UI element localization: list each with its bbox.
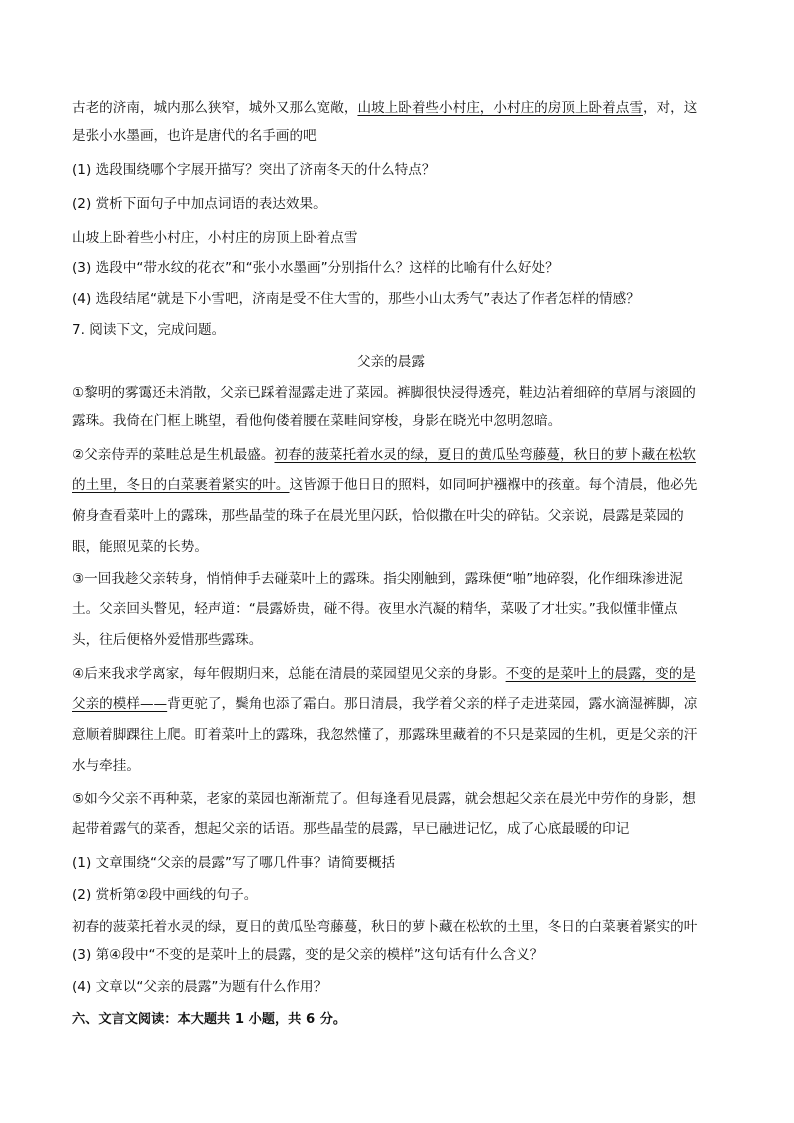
question-heading: 7. 阅读下文，完成问题。: [72, 322, 226, 338]
underlined-text: 不变的是菜叶上的晨露，变的是: [505, 666, 696, 682]
paragraph-line: [72, 475, 697, 495]
text: 这皆源于他日日的照料，如同呵护襁褓中的孩童。每个清晨，他必先: [289, 477, 698, 493]
question-item: (1) 选段围绕哪个字展开描写？突出了济南冬天的什么特点？: [72, 162, 436, 178]
paragraph-line: 土。父亲回头瞥见，轻声道：“晨露娇贵，碰不得。夜里水汽凝的精华，菜吸了才壮实。”我似懂非懂点: [72, 601, 678, 617]
underlined-text: 山坡上卧着些小村庄，小村庄的房顶上卧着点雪: [357, 100, 643, 116]
text: ②父亲侍弄的菜畦总是生机最盛。: [72, 447, 275, 463]
section-heading: 六、文言文阅读：本大题共 1 小题，共 6 分。: [72, 1012, 347, 1027]
paragraph-line: 意顺着脚踝往上爬。盯着菜叶上的露珠，我忽然懂了，那露珠里藏着的不只是菜园的生机，更是父亲的汗: [72, 727, 698, 743]
paragraph-line: [72, 445, 696, 465]
underlined-text: 父亲的模样——: [72, 696, 168, 712]
article-title: 父亲的晨露: [357, 354, 425, 370]
paragraph-line: 俯身查看菜叶上的露珠，那些晶莹的珠子在晨光里闪跃，恰似撒在叶尖的碎钻。父亲说，晨露是菜园的: [72, 508, 684, 524]
paragraph-line: 水与牵挂。: [72, 758, 140, 774]
question-item: (2) 赏析第②段中画线的句子。: [72, 887, 258, 903]
paragraph-line: 眼，能照见菜的长势。: [72, 539, 208, 555]
paragraph-line: ③一回我趁父亲转身，悄悄伸手去碰菜叶上的露珠。指尖刚触到，露珠便“啪”地碎裂，化作细珠渗进泥: [72, 571, 683, 587]
question-item: (2) 赏析下面句子中加点词语的表达效果。: [72, 196, 327, 212]
quoted-sentence: 山坡上卧着些小村庄，小村庄的房顶上卧着点雪: [72, 230, 358, 246]
text: ，对，这: [642, 100, 698, 116]
quoted-sentence: 初春的菠菜托着水灵的绿，夏日的黄瓜坠弯藤蔓，秋日的萝卜藏在松软的土里，冬日的白菜裹着紧实的叶: [72, 919, 698, 935]
paragraph-line: [72, 694, 697, 714]
passage-line: 是张小水墨画，也许是唐代的名手画的吧: [72, 128, 317, 144]
question-item: (4) 文章以“父亲的晨露”为题有什么作用？: [72, 979, 328, 995]
question-item: (3) 第④段中“不变的是菜叶上的晨露，变的是父亲的模样”这句话有什么含义？: [72, 947, 544, 963]
paragraph-line: ①黎明的雾霭还未消散，父亲已踩着湿露走进了菜园。裤脚很快浸得透亮，鞋边沾着细碎的草屑与滚圆的: [72, 385, 696, 401]
paragraph-line: ⑤如今父亲不再种菜，老家的菜园也渐渐荒了。但每逢看见晨露，就会想起父亲在晨光中劳作的身影，想: [72, 791, 696, 807]
text: 古老的济南，城内那么狭窄，城外又那么宽敞，: [72, 100, 358, 116]
question-item: (4) 选段结尾“就是下小雪吧，济南是受不住大雪的，那些小山太秀气”表达了作者怎样的情感？: [72, 291, 640, 307]
paragraph-line: 头，往后便格外爱惜那些露珠。: [72, 632, 263, 648]
underlined-text: 初春的菠菜托着水灵的绿，夏日的黄瓜坠弯藤蔓，秋日的萝卜藏在松软: [274, 447, 696, 463]
paragraph-line: [72, 664, 696, 684]
paragraph-line: 起带着露气的菜香，想起父亲的话语。那些晶莹的晨露，早已融进记忆，成了心底最暖的印记: [72, 821, 630, 837]
question-item: (3) 选段中“带水纹的花衣”和“张小水墨画”分别指什么？这样的比喻有什么好处？: [72, 260, 559, 276]
text: ④后来我求学离家，每年假期归来，总能在清晨的菜园望见父亲的身影。: [72, 666, 506, 682]
underlined-text: 的土里，冬日的白菜裹着紧实的叶。: [72, 477, 290, 493]
question-item: (1) 文章围绕“父亲的晨露”写了哪几件事？请简要概括: [72, 855, 396, 871]
text: 背更驼了，鬓角也添了霜白。那日清晨，我学着父亲的样子走进菜园，露水滴湿裤脚，凉: [167, 696, 698, 712]
passage-line: [72, 98, 697, 118]
paragraph-line: 露珠。我倚在门框上眺望，看他佝偻着腰在菜畦间穿梭，身影在晓光中忽明忽暗。: [72, 413, 562, 429]
